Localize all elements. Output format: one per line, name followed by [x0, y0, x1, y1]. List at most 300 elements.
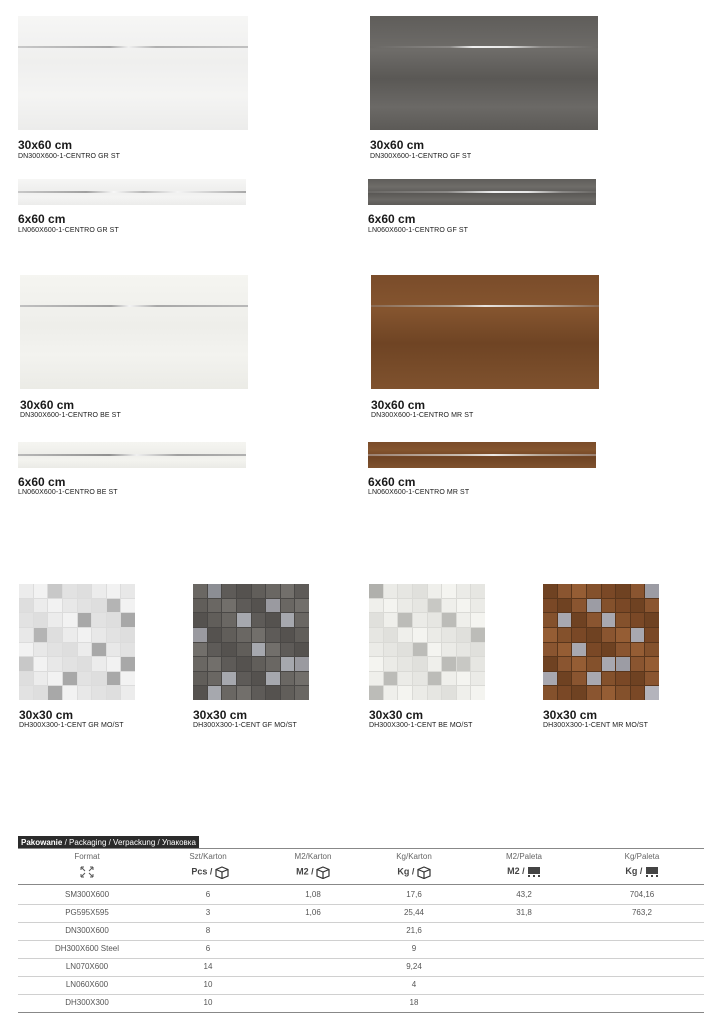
- mosaic-chip: [558, 584, 572, 598]
- mosaic-chip: [48, 599, 62, 613]
- mosaic-chip: [645, 643, 659, 657]
- mosaic-chip: [78, 672, 92, 686]
- header-pcs-karton: Szt/Karton: [189, 852, 227, 861]
- mosaic-chip: [457, 628, 471, 642]
- mosaic-chip: [63, 599, 77, 613]
- mosaic-chip: [384, 643, 398, 657]
- table-row-rule: [18, 976, 704, 977]
- mosaic-chip: [266, 643, 280, 657]
- mosaic-chip: [442, 686, 456, 700]
- mosaic-chip: [572, 584, 586, 598]
- mosaic-chip: [457, 686, 471, 700]
- mosaic-chip: [457, 599, 471, 613]
- tile-image-centro-gf: [370, 16, 598, 130]
- mosaic-chip: [295, 584, 309, 598]
- mosaic-chip: [645, 599, 659, 613]
- mosaic-chip: [543, 599, 557, 613]
- mosaic-chip: [645, 584, 659, 598]
- table-cell: 6: [205, 890, 211, 899]
- mosaic-chip: [63, 672, 77, 686]
- mosaic-chip: [107, 599, 121, 613]
- mosaic-chip: [587, 584, 601, 598]
- mosaic-chip: [295, 599, 309, 613]
- table-row-rule: [18, 940, 704, 941]
- mosaic-chip: [295, 613, 309, 627]
- table-row-rule: [18, 994, 704, 995]
- mosaic-chip: [63, 686, 77, 700]
- mosaic-chip: [222, 613, 236, 627]
- product-code: DN300X600-1-CENTRO GR ST: [18, 153, 120, 160]
- mosaic-chip: [413, 613, 427, 627]
- mosaic-chip: [252, 613, 266, 627]
- mosaic-chip: [631, 657, 645, 671]
- product-size: 6x60 cm: [368, 212, 416, 226]
- mosaic-chip: [193, 686, 207, 700]
- mosaic-chip: [572, 599, 586, 613]
- mosaic-chip: [471, 686, 485, 700]
- mosaic-chip: [19, 657, 33, 671]
- mosaic-chip: [587, 657, 601, 671]
- mosaic-chip: [19, 628, 33, 642]
- mosaic-chip: [398, 613, 412, 627]
- mosaic-chip: [34, 686, 48, 700]
- mosaic-chip: [266, 599, 280, 613]
- header-m2-paleta: M2/Paleta: [505, 852, 543, 861]
- unit-pcs: Pcs /: [180, 866, 240, 879]
- mosaic-chip: [34, 657, 48, 671]
- mosaic-chip: [48, 613, 62, 627]
- table-cell: 1,08: [305, 890, 321, 899]
- unit-m2-paleta: M2 /: [494, 866, 554, 878]
- mosaic-chip: [107, 628, 121, 642]
- mosaic-chip: [471, 584, 485, 598]
- tile-image-listello-mr: [368, 442, 596, 468]
- mosaic-chip: [543, 686, 557, 700]
- header-kg-paleta: Kg/Paleta: [624, 852, 660, 861]
- mosaic-chip: [398, 643, 412, 657]
- mosaic-chip: [558, 599, 572, 613]
- mosaic-chip: [222, 628, 236, 642]
- mosaic-chip: [252, 672, 266, 686]
- product-size: 30x60 cm: [18, 138, 73, 152]
- product-size: 6x60 cm: [368, 475, 416, 489]
- mosaic-chip: [92, 686, 106, 700]
- product-code: DH300X300-1-CENT MR MO/ST: [543, 722, 649, 729]
- mosaic-chip: [457, 584, 471, 598]
- mosaic-chip: [558, 613, 572, 627]
- mosaic-chip: [281, 599, 295, 613]
- mosaic-chip: [616, 584, 630, 598]
- table-cell: 3: [205, 908, 211, 917]
- table-cell: 4: [411, 980, 417, 989]
- mosaic-chip: [208, 657, 222, 671]
- mosaic-chip: [631, 672, 645, 686]
- table-cell: 1,06: [305, 908, 321, 917]
- mosaic-chip: [63, 584, 77, 598]
- mosaic-chip: [208, 628, 222, 642]
- mosaic-chip: [107, 584, 121, 598]
- mosaic-chip: [121, 584, 135, 598]
- product-size: 30x60 cm: [371, 398, 426, 412]
- mosaic-chip: [266, 628, 280, 642]
- mosaic-chip: [572, 672, 586, 686]
- mosaic-chip: [252, 657, 266, 671]
- mosaic-chip: [266, 686, 280, 700]
- mosaic-chip: [369, 643, 383, 657]
- mosaic-chip: [602, 643, 616, 657]
- mosaic-chip: [572, 643, 586, 657]
- mosaic-chip: [193, 643, 207, 657]
- mosaic-chip: [281, 643, 295, 657]
- mosaic-chip: [384, 672, 398, 686]
- mosaic-chip: [369, 686, 383, 700]
- mosaic-chip: [237, 643, 251, 657]
- mosaic-chip: [295, 643, 309, 657]
- mosaic-chip: [78, 584, 92, 598]
- mosaic-chip: [543, 584, 557, 598]
- mosaic-chip: [602, 686, 616, 700]
- mosaic-chip: [237, 657, 251, 671]
- product-code: DH300X300-1-CENT BE MO/ST: [369, 722, 473, 729]
- mosaic-chip: [543, 628, 557, 642]
- mosaic-chip: [543, 643, 557, 657]
- mosaic-chip: [428, 686, 442, 700]
- tile-image-centro-gr: [18, 16, 248, 130]
- mosaic-chip: [121, 686, 135, 700]
- mosaic-chip: [107, 686, 121, 700]
- mosaic-chip: [222, 599, 236, 613]
- tile-image-listello-gf: [368, 179, 596, 205]
- mosaic-chip: [19, 584, 33, 598]
- mosaic-chip: [48, 672, 62, 686]
- mosaic-image-gr: [19, 584, 135, 700]
- mosaic-chip: [369, 584, 383, 598]
- mosaic-chip: [442, 599, 456, 613]
- mosaic-chip: [369, 599, 383, 613]
- header-kg-karton: Kg/Karton: [396, 852, 432, 861]
- mosaic-chip: [48, 628, 62, 642]
- table-cell: 10: [203, 998, 213, 1007]
- mosaic-chip: [398, 657, 412, 671]
- mosaic-chip: [208, 584, 222, 598]
- mosaic-chip: [295, 686, 309, 700]
- mosaic-chip: [631, 686, 645, 700]
- mosaic-chip: [442, 657, 456, 671]
- mosaic-chip: [442, 643, 456, 657]
- mosaic-chip: [252, 584, 266, 598]
- mosaic-chip: [92, 613, 106, 627]
- mosaic-chip: [222, 584, 236, 598]
- mosaic-chip: [63, 613, 77, 627]
- mosaic-chip: [295, 657, 309, 671]
- mosaic-chip: [295, 628, 309, 642]
- product-code: DH300X300-1-CENT GR MO/ST: [19, 722, 124, 729]
- table-cell: SM300X600: [64, 890, 110, 899]
- mosaic-chip: [602, 657, 616, 671]
- mosaic-chip: [631, 643, 645, 657]
- mosaic-chip: [558, 628, 572, 642]
- mosaic-chip: [543, 657, 557, 671]
- header-format: Format: [74, 852, 100, 861]
- table-cell: DH300X600 Steel: [54, 944, 120, 953]
- mosaic-chip: [281, 686, 295, 700]
- mosaic-chip: [78, 643, 92, 657]
- mosaic-chip: [266, 613, 280, 627]
- mosaic-chip: [398, 628, 412, 642]
- product-code: LN060X600-1-CENTRO GR ST: [18, 227, 119, 234]
- mosaic-chip: [631, 613, 645, 627]
- mosaic-chip: [631, 584, 645, 598]
- mosaic-chip: [442, 584, 456, 598]
- mosaic-chip: [602, 672, 616, 686]
- unit-kg-karton: Kg /: [384, 866, 444, 879]
- mosaic-chip: [471, 657, 485, 671]
- product-code: DN300X600-1-CENTRO GF ST: [370, 153, 472, 160]
- mosaic-chip: [48, 657, 62, 671]
- mosaic-chip: [384, 657, 398, 671]
- table-top-rule: [18, 848, 704, 849]
- mosaic-chip: [121, 643, 135, 657]
- expand-arrows-icon: [77, 866, 97, 878]
- mosaic-chip: [222, 657, 236, 671]
- mosaic-chip: [384, 628, 398, 642]
- mosaic-chip: [237, 613, 251, 627]
- product-code: LN060X600-1-CENTRO BE ST: [18, 489, 118, 496]
- mosaic-chip: [428, 584, 442, 598]
- product-size: 30x60 cm: [370, 138, 425, 152]
- mosaic-chip: [208, 672, 222, 686]
- mosaic-chip: [369, 628, 383, 642]
- mosaic-chip: [384, 613, 398, 627]
- mosaic-chip: [121, 628, 135, 642]
- tile-image-centro-be: [20, 275, 248, 389]
- mosaic-chip: [92, 628, 106, 642]
- mosaic-chip: [252, 686, 266, 700]
- mosaic-chip: [193, 657, 207, 671]
- mosaic-chip: [428, 613, 442, 627]
- mosaic-chip: [252, 599, 266, 613]
- mosaic-chip: [413, 584, 427, 598]
- mosaic-chip: [237, 672, 251, 686]
- mosaic-chip: [193, 613, 207, 627]
- mosaic-chip: [92, 599, 106, 613]
- mosaic-chip: [121, 613, 135, 627]
- mosaic-chip: [92, 672, 106, 686]
- table-cell: DH300X300: [65, 998, 109, 1007]
- mosaic-chip: [121, 672, 135, 686]
- mosaic-chip: [558, 643, 572, 657]
- mosaic-chip: [572, 686, 586, 700]
- mosaic-chip: [413, 628, 427, 642]
- mosaic-chip: [471, 628, 485, 642]
- product-size: 30x30 cm: [543, 708, 598, 722]
- mosaic-image-gf: [193, 584, 309, 700]
- mosaic-chip: [616, 599, 630, 613]
- product-code: DN300X600-1-CENTRO MR ST: [371, 412, 474, 419]
- unit-m2-karton: M2 /: [283, 866, 343, 879]
- table-cell: LN070X600: [65, 962, 109, 971]
- mosaic-chip: [281, 672, 295, 686]
- mosaic-chip: [193, 584, 207, 598]
- mosaic-chip: [543, 672, 557, 686]
- mosaic-chip: [266, 672, 280, 686]
- mosaic-chip: [92, 584, 106, 598]
- mosaic-chip: [208, 686, 222, 700]
- table-cell: 8: [205, 926, 211, 935]
- mosaic-chip: [471, 613, 485, 627]
- mosaic-chip: [19, 613, 33, 627]
- mosaic-chip: [237, 686, 251, 700]
- mosaic-chip: [281, 584, 295, 598]
- product-size: 30x30 cm: [369, 708, 424, 722]
- mosaic-chip: [471, 599, 485, 613]
- mosaic-chip: [252, 628, 266, 642]
- box-icon: [417, 866, 431, 879]
- mosaic-chip: [369, 672, 383, 686]
- mosaic-chip: [78, 613, 92, 627]
- mosaic-chip: [78, 686, 92, 700]
- mosaic-chip: [107, 613, 121, 627]
- mosaic-chip: [645, 672, 659, 686]
- mosaic-chip: [602, 599, 616, 613]
- mosaic-chip: [428, 657, 442, 671]
- mosaic-chip: [457, 657, 471, 671]
- mosaic-chip: [48, 686, 62, 700]
- product-code: LN060X600-1-CENTRO MR ST: [368, 489, 470, 496]
- mosaic-chip: [587, 686, 601, 700]
- mosaic-chip: [558, 686, 572, 700]
- table-row-rule: [18, 958, 704, 959]
- mosaic-chip: [384, 686, 398, 700]
- mosaic-chip: [558, 672, 572, 686]
- table-cell: 25,44: [403, 908, 425, 917]
- pallet-icon: [645, 866, 659, 878]
- product-code: DH300X300-1-CENT GF MO/ST: [193, 722, 297, 729]
- mosaic-chip: [602, 628, 616, 642]
- table-cell: 10: [203, 980, 213, 989]
- mosaic-chip: [281, 628, 295, 642]
- mosaic-chip: [78, 657, 92, 671]
- tile-image-centro-mr: [371, 275, 599, 389]
- mosaic-chip: [369, 657, 383, 671]
- product-size: 6x60 cm: [18, 475, 66, 489]
- table-row-rule: [18, 1012, 704, 1013]
- mosaic-chip: [121, 599, 135, 613]
- mosaic-chip: [428, 643, 442, 657]
- table-header-rule: [18, 884, 704, 885]
- mosaic-chip: [63, 643, 77, 657]
- mosaic-chip: [413, 599, 427, 613]
- product-size: 30x60 cm: [20, 398, 75, 412]
- mosaic-image-be: [369, 584, 485, 700]
- mosaic-chip: [384, 599, 398, 613]
- pallet-icon: [527, 866, 541, 878]
- mosaic-chip: [631, 628, 645, 642]
- mosaic-chip: [602, 613, 616, 627]
- mosaic-chip: [237, 599, 251, 613]
- mosaic-chip: [222, 672, 236, 686]
- table-cell: 18: [409, 998, 419, 1007]
- mosaic-chip: [121, 657, 135, 671]
- mosaic-chip: [107, 672, 121, 686]
- mosaic-chip: [266, 657, 280, 671]
- product-size: 30x30 cm: [193, 708, 248, 722]
- mosaic-chip: [413, 672, 427, 686]
- table-row-rule: [18, 904, 704, 905]
- table-cell: 21,6: [406, 926, 422, 935]
- table-cell: 31,8: [516, 908, 532, 917]
- table-cell: PG595X595: [65, 908, 109, 917]
- mosaic-chip: [398, 599, 412, 613]
- mosaic-chip: [48, 584, 62, 598]
- mosaic-chip: [19, 672, 33, 686]
- packaging-title: Pakowanie / Packaging / Verpackung / Упаковка: [18, 836, 199, 849]
- table-cell: LN060X600: [65, 980, 109, 989]
- mosaic-chip: [63, 628, 77, 642]
- unit-kg-paleta: Kg /: [612, 866, 672, 878]
- mosaic-chip: [107, 643, 121, 657]
- mosaic-chip: [457, 672, 471, 686]
- mosaic-chip: [193, 628, 207, 642]
- mosaic-chip: [616, 628, 630, 642]
- mosaic-chip: [208, 613, 222, 627]
- mosaic-chip: [645, 628, 659, 642]
- mosaic-chip: [471, 643, 485, 657]
- mosaic-chip: [442, 672, 456, 686]
- mosaic-chip: [616, 657, 630, 671]
- mosaic-chip: [631, 599, 645, 613]
- mosaic-chip: [471, 672, 485, 686]
- mosaic-chip: [616, 643, 630, 657]
- table-cell: 43,2: [516, 890, 532, 899]
- mosaic-chip: [602, 584, 616, 598]
- product-code: LN060X600-1-CENTRO GF ST: [368, 227, 469, 234]
- box-icon: [215, 866, 229, 879]
- product-code: DN300X600-1-CENTRO BE ST: [20, 412, 121, 419]
- mosaic-chip: [266, 584, 280, 598]
- mosaic-chip: [222, 686, 236, 700]
- mosaic-chip: [237, 584, 251, 598]
- mosaic-chip: [222, 643, 236, 657]
- tile-image-listello-be: [18, 442, 246, 468]
- mosaic-chip: [428, 672, 442, 686]
- tile-image-listello-gr: [18, 179, 246, 205]
- mosaic-chip: [281, 613, 295, 627]
- mosaic-chip: [413, 643, 427, 657]
- mosaic-chip: [34, 628, 48, 642]
- mosaic-chip: [645, 657, 659, 671]
- table-cell: 704,16: [629, 890, 655, 899]
- mosaic-chip: [428, 628, 442, 642]
- table-cell: 9: [411, 944, 417, 953]
- mosaic-image-mr: [543, 584, 659, 700]
- mosaic-chip: [92, 657, 106, 671]
- mosaic-chip: [398, 584, 412, 598]
- table-cell: 6: [205, 944, 211, 953]
- mosaic-chip: [34, 584, 48, 598]
- mosaic-chip: [19, 599, 33, 613]
- mosaic-chip: [34, 643, 48, 657]
- mosaic-chip: [428, 599, 442, 613]
- mosaic-chip: [457, 613, 471, 627]
- table-cell: 14: [203, 962, 213, 971]
- mosaic-chip: [442, 613, 456, 627]
- mosaic-chip: [645, 613, 659, 627]
- mosaic-chip: [92, 643, 106, 657]
- mosaic-chip: [384, 584, 398, 598]
- mosaic-chip: [252, 643, 266, 657]
- mosaic-chip: [457, 643, 471, 657]
